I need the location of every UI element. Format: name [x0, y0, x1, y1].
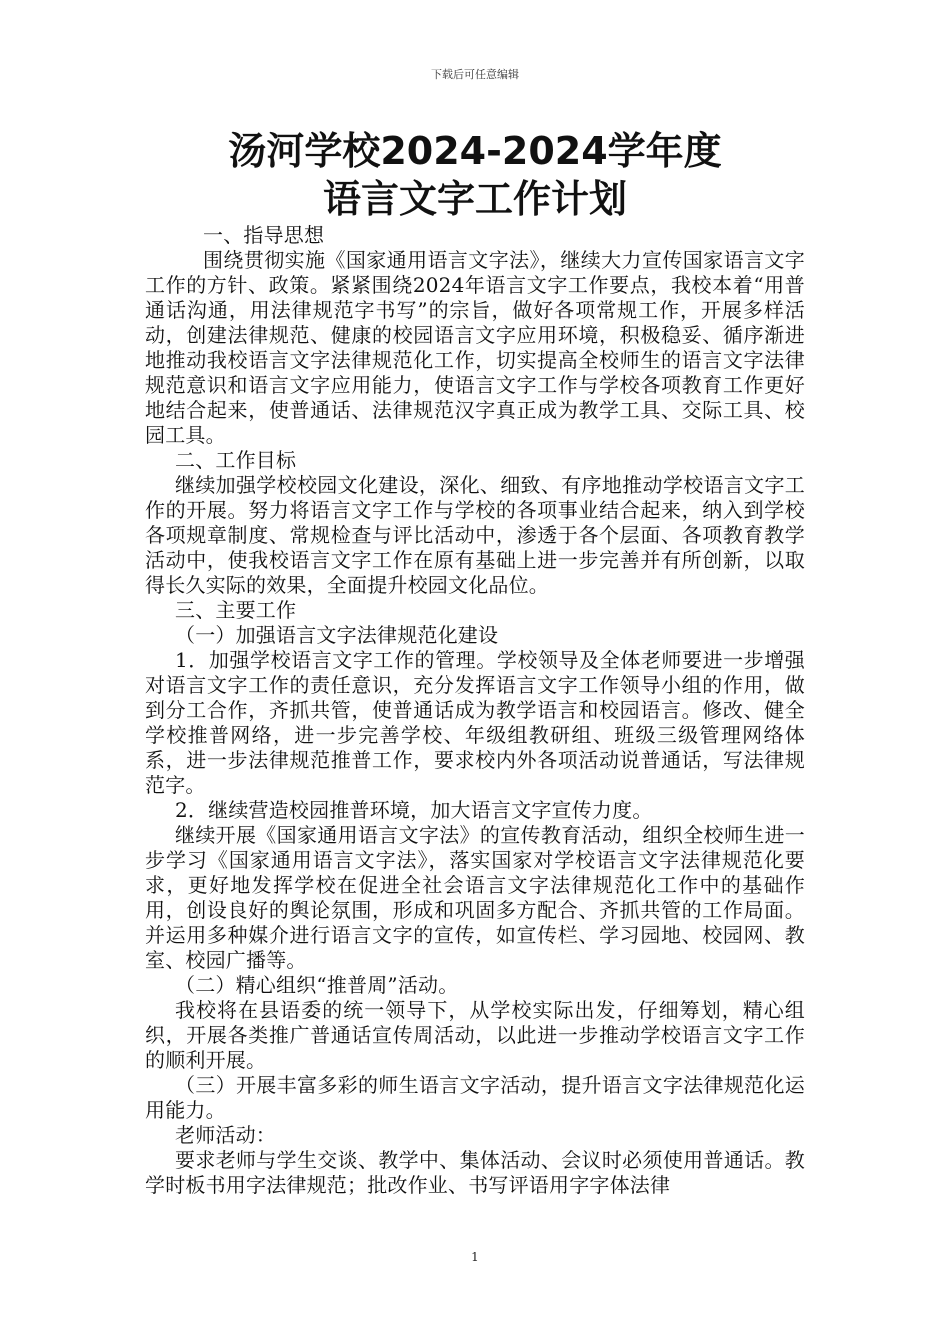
label-teacher-activities: 老师活动： — [175, 1123, 276, 1147]
paragraph-teacher-activities: 要求老师与学生交谈、教学中、集体活动、会议时必须使用普通话。教学时板书用字法律规范；批改作业、书写评语用字字体法律 — [145, 1148, 805, 1197]
paragraph-work-goals: 继续加强学校校园文化建设，深化、细致、有序地推动学校语言文字工作的开展。努力将语言文字工作与学校的各项事业结合起来，纳入到学校各项规章制度、常规检查与评比活动中，渗透于各个层面、各项教育教学活动中，使我校语言文字工作在原有基础上进一步完善并有所创新，以取得长久实际的效果，全面提升校园文化品位。 — [145, 473, 805, 597]
document-body — [145, 223, 805, 1198]
section-heading-guiding-ideology: 一、指导思想 — [203, 223, 325, 247]
section-heading-main-work: 三、主要工作 — [175, 598, 297, 622]
section-heading-work-goals: 二、工作目标 — [175, 448, 297, 472]
paragraph-guiding-ideology: 围绕贯彻实施《国家通用语言文字法》，继续大力宣传国家语言文字工作的方针、政策。紧紧围绕2024年语言文字工作要点，我校本着“用普通话沟通，用法律规范字书写”的宗旨，做好各项常规工作，开展多样活动，创建法律规范、健康的校园语言文字应用环境，积极稳妥、循序渐进地推动我校语言文字法律规范化工作，切实提高全校师生的语言文字法律规范意识和语言文字应用能力，使语言文字工作与学校各项教育工作更好地结合起来，使普通话、法律规范汉字真正成为教学工具、交际工具、校园工具。 — [145, 248, 805, 447]
paragraph-publicity: 继续开展《国家通用语言文字法》的宣传教育活动，组织全校师生进一步学习《国家通用语言文字法》，落实国家对学校语言文字法律规范化要求，更好地发挥学校在促进全社会语言文字法律规范化工作中的基础作用，创设良好的舆论氛围，形成和巩固多方配合、齐抓共管的工作局面。并运用多种媒介进行语言文字的宣传，如宣传栏、学习园地、校园网、教室、校园广播等。 — [145, 823, 805, 972]
subsection-heading-1: （一）加强语言文字法律规范化建设 — [175, 623, 499, 647]
document-title-line-1: 汤河学校2024-2024学年度 — [228, 129, 722, 173]
subsection-heading-3: （三）开展丰富多彩的师生语言文字活动，提升语言文字法律规范化运用能力。 — [145, 1073, 805, 1122]
paragraph-item-2: 2．继续营造校园推普环境，加大语言文字宣传力度。 — [175, 798, 653, 822]
header-note: 下载后可任意编辑 — [431, 68, 519, 81]
subsection-heading-2: （二）精心组织“推普周”活动。 — [175, 973, 459, 997]
document-title-line-2: 语言文字工作计划 — [322, 177, 627, 221]
paragraph-item-1: 1．加强学校语言文字工作的管理。学校领导及全体老师要进一步增强对语言文字工作的责任意识，充分发挥语言文字工作领导小组的作用，做到分工合作，齐抓共管，使普通话成为教学语言和校园语言。修改、健全学校推普网络，进一步完善学校、年级组教研组、班级三级管理网络体系，进一步法律规范推普工作，要求校内外各项活动说普通话，写法律规范字。 — [145, 648, 805, 797]
page-number: 1 — [471, 1250, 479, 1264]
paragraph-promotion-week: 我校将在县语委的统一领导下，从学校实际出发，仔细筹划，精心组织，开展各类推广普通话宣传周活动，以此进一步推动学校语言文字工作的顺利开展。 — [145, 998, 805, 1072]
